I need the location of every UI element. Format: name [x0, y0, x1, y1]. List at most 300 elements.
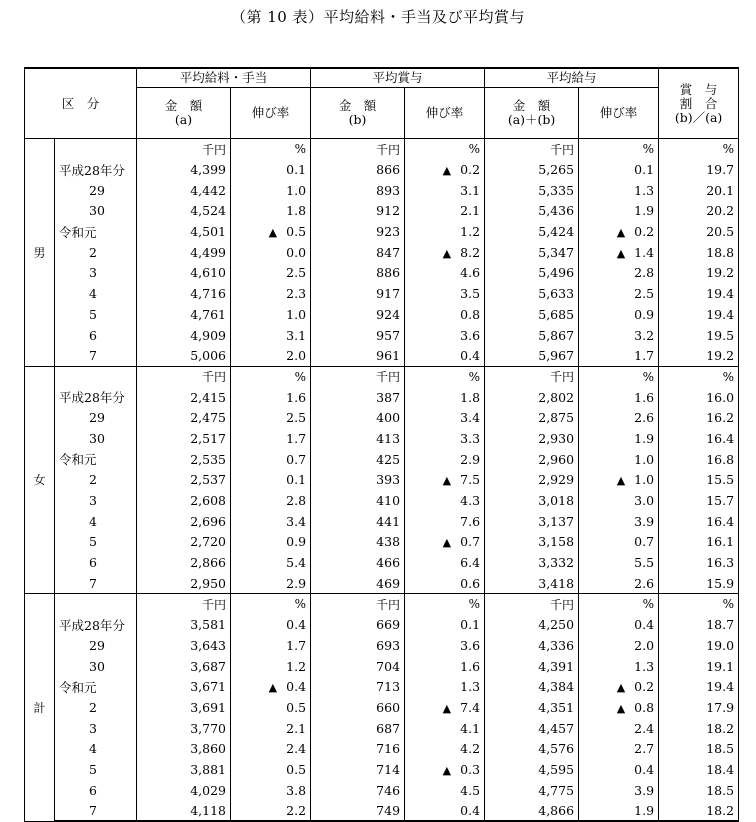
amount-cell: 5,335: [485, 180, 579, 201]
year-label: 2: [55, 697, 137, 718]
growth-cell: [579, 283, 659, 304]
ratio-cell: 16.8: [659, 449, 739, 470]
growth-value: 2.7: [634, 741, 655, 757]
growth-value: 7.4: [460, 699, 481, 715]
amount-cell: 746: [311, 780, 405, 801]
growth-cell: [405, 449, 485, 470]
amount-cell: 5,967: [485, 345, 579, 366]
growth-cell: [579, 304, 659, 325]
growth-cell: [405, 325, 485, 346]
unit-cell: 千円: [137, 594, 231, 615]
year-label: 4: [55, 283, 137, 304]
amount-cell: 3,881: [137, 759, 231, 780]
growth-value: 1.9: [634, 430, 655, 446]
growth-value: 2.4: [286, 741, 307, 757]
ratio-cell: 17.9: [659, 697, 739, 718]
year-label: 29: [55, 180, 137, 201]
growth-value: 1.4: [634, 244, 655, 260]
growth-value: 4.6: [460, 265, 481, 281]
total-growth-header: 伸び率: [579, 88, 659, 139]
growth-cell: [231, 490, 311, 511]
growth-value: 2.1: [286, 720, 307, 736]
growth-value: 0.2: [634, 679, 655, 695]
table-row: [25, 159, 739, 180]
growth-value: 0.4: [634, 761, 655, 777]
salary-bonus-table: [24, 67, 739, 822]
growth-value: 0.7: [634, 534, 655, 550]
bonus-group-header: 平均賞与: [311, 68, 485, 88]
growth-value: 2.5: [286, 410, 307, 426]
amount-cell: 3,137: [485, 511, 579, 532]
amount-cell: 961: [311, 345, 405, 366]
amount-cell: 669: [311, 614, 405, 635]
negative-marker-icon: ▲: [442, 474, 452, 488]
year-label: 2: [55, 470, 137, 491]
table-row: [25, 759, 739, 780]
growth-value: 1.9: [634, 203, 655, 219]
growth-cell: [579, 532, 659, 553]
growth-cell: [405, 676, 485, 697]
table-row: [25, 180, 739, 201]
negative-marker-icon: ▲: [442, 536, 452, 550]
unit-cell: 千円: [137, 139, 231, 160]
growth-value: 5.4: [286, 555, 307, 571]
amount-cell: 4,118: [137, 801, 231, 822]
growth-cell: [579, 407, 659, 428]
negative-marker-icon: ▲: [442, 164, 452, 178]
amount-cell: 413: [311, 428, 405, 449]
growth-cell: [579, 180, 659, 201]
amount-cell: 4,391: [485, 656, 579, 677]
growth-cell: [405, 656, 485, 677]
amount-cell: 2,415: [137, 387, 231, 408]
growth-cell: [231, 345, 311, 366]
amount-cell: 2,875: [485, 407, 579, 428]
year-label: 2: [55, 242, 137, 263]
growth-value: 0.1: [634, 162, 655, 178]
amount-cell: 410: [311, 490, 405, 511]
year-label: 3: [55, 263, 137, 284]
group-label: 男: [25, 139, 55, 367]
amount-cell: 3,860: [137, 738, 231, 759]
growth-value: 1.8: [460, 389, 481, 405]
growth-cell: [231, 449, 311, 470]
growth-cell: [405, 490, 485, 511]
ratio-cell: 19.2: [659, 263, 739, 284]
growth-value: 0.8: [460, 306, 481, 322]
unit-cell: 千円: [311, 594, 405, 615]
amount-cell: 660: [311, 697, 405, 718]
growth-cell: [405, 780, 485, 801]
amount-cell: 4,610: [137, 263, 231, 284]
growth-cell: [405, 159, 485, 180]
amount-cell: 5,265: [485, 159, 579, 180]
year-label: 30: [55, 201, 137, 222]
bonus-amount-header-line2: (b): [348, 112, 367, 127]
amount-cell: 2,537: [137, 470, 231, 491]
bonus-growth-header: 伸び率: [405, 88, 485, 139]
unit-blank: [55, 366, 137, 387]
ratio-cell: 16.3: [659, 552, 739, 573]
ratio-cell: 19.7: [659, 159, 739, 180]
growth-cell: [579, 201, 659, 222]
negative-marker-icon: ▲: [442, 246, 452, 260]
amount-cell: 3,581: [137, 614, 231, 635]
amount-cell: 893: [311, 180, 405, 201]
ratio-cell: 16.2: [659, 407, 739, 428]
growth-value: 2.5: [286, 265, 307, 281]
amount-cell: 2,608: [137, 490, 231, 511]
amount-cell: 4,399: [137, 159, 231, 180]
table-row: [25, 614, 739, 635]
growth-value: 2.5: [634, 286, 655, 302]
growth-cell: [405, 635, 485, 656]
growth-cell: [405, 552, 485, 573]
growth-cell: [231, 532, 311, 553]
growth-cell: [579, 345, 659, 366]
growth-cell: [405, 759, 485, 780]
amount-cell: 4,351: [485, 697, 579, 718]
growth-value: 4.2: [460, 741, 481, 757]
growth-value: 1.8: [286, 203, 307, 219]
growth-value: 1.0: [634, 472, 655, 488]
table-row: [25, 325, 739, 346]
negative-marker-icon: ▲: [616, 681, 626, 695]
growth-value: 2.8: [286, 493, 307, 509]
table-row: [25, 221, 739, 242]
year-label: 6: [55, 780, 137, 801]
growth-cell: [231, 407, 311, 428]
growth-cell: [405, 428, 485, 449]
growth-value: 5.5: [634, 555, 655, 571]
growth-cell: [231, 283, 311, 304]
amount-cell: 886: [311, 263, 405, 284]
growth-value: 1.7: [286, 637, 307, 653]
growth-cell: [579, 573, 659, 594]
year-label: 29: [55, 407, 137, 428]
growth-cell: [231, 159, 311, 180]
growth-cell: [231, 614, 311, 635]
growth-value: 1.7: [286, 430, 307, 446]
ratio-cell: 16.1: [659, 532, 739, 553]
amount-cell: 3,158: [485, 532, 579, 553]
growth-value: 7.6: [460, 513, 481, 529]
growth-cell: [405, 532, 485, 553]
growth-value: 1.6: [634, 389, 655, 405]
amount-cell: 4,524: [137, 201, 231, 222]
amount-cell: 5,867: [485, 325, 579, 346]
growth-value: 0.5: [286, 699, 307, 715]
table-row: [25, 532, 739, 553]
amount-cell: 4,336: [485, 635, 579, 656]
growth-cell: [579, 242, 659, 263]
unit-cell: %: [231, 594, 311, 615]
growth-value: 3.3: [460, 430, 481, 446]
amount-cell: 438: [311, 532, 405, 553]
unit-cell: %: [579, 594, 659, 615]
growth-value: 1.6: [460, 658, 481, 674]
growth-value: 3.2: [634, 327, 655, 343]
year-label: 4: [55, 738, 137, 759]
year-label: 平成28年分: [55, 387, 137, 408]
unit-blank: [55, 139, 137, 160]
table-row: [25, 470, 739, 491]
group-label: 計: [25, 594, 55, 822]
amount-cell: 5,424: [485, 221, 579, 242]
amount-cell: 847: [311, 242, 405, 263]
growth-value: 2.0: [286, 347, 307, 363]
unit-cell: %: [579, 366, 659, 387]
ratio-cell: 18.2: [659, 718, 739, 739]
growth-value: 3.1: [460, 182, 481, 198]
amount-cell: 441: [311, 511, 405, 532]
ratio-cell: 18.7: [659, 614, 739, 635]
growth-value: 3.4: [460, 410, 481, 426]
growth-value: 1.7: [634, 347, 655, 363]
growth-value: 3.9: [634, 513, 655, 529]
growth-cell: [579, 718, 659, 739]
year-label: 6: [55, 552, 137, 573]
total-amount-header-line2: (a)＋(b): [507, 112, 556, 127]
growth-value: 0.4: [634, 617, 655, 633]
table-row: [25, 738, 739, 759]
table-row: [25, 697, 739, 718]
growth-cell: [405, 614, 485, 635]
growth-cell: [231, 304, 311, 325]
unit-row: [25, 366, 739, 387]
table-row: [25, 552, 739, 573]
year-label: 平成28年分: [55, 614, 137, 635]
growth-value: 3.0: [634, 493, 655, 509]
growth-cell: [579, 428, 659, 449]
unit-cell: %: [231, 139, 311, 160]
table-row: [25, 490, 739, 511]
growth-cell: [405, 697, 485, 718]
year-label: 7: [55, 345, 137, 366]
table-row: [25, 635, 739, 656]
growth-cell: [405, 470, 485, 491]
bonus-amount-header: [311, 88, 405, 139]
amount-cell: 2,517: [137, 428, 231, 449]
year-label: 令和元: [55, 676, 137, 697]
unit-cell: %: [405, 594, 485, 615]
amount-cell: 400: [311, 407, 405, 428]
growth-cell: [579, 449, 659, 470]
amount-cell: 957: [311, 325, 405, 346]
amount-cell: 917: [311, 283, 405, 304]
growth-cell: [231, 325, 311, 346]
unit-cell: %: [405, 139, 485, 160]
year-label: 4: [55, 511, 137, 532]
amount-cell: 4,442: [137, 180, 231, 201]
amount-cell: 4,761: [137, 304, 231, 325]
ratio-cell: 20.5: [659, 221, 739, 242]
growth-value: 4.3: [460, 493, 481, 509]
ratio-cell: 15.7: [659, 490, 739, 511]
year-label: 7: [55, 801, 137, 822]
ratio-cell: 16.4: [659, 428, 739, 449]
table-row: [25, 676, 739, 697]
table-row: [25, 201, 739, 222]
growth-cell: [405, 283, 485, 304]
amount-cell: 912: [311, 201, 405, 222]
growth-value: 7.5: [460, 472, 481, 488]
ratio-cell: 19.4: [659, 283, 739, 304]
growth-value: 3.5: [460, 286, 481, 302]
growth-cell: [231, 180, 311, 201]
growth-value: 0.1: [460, 617, 481, 633]
growth-cell: [579, 697, 659, 718]
amount-cell: 693: [311, 635, 405, 656]
growth-value: 0.2: [634, 224, 655, 240]
growth-value: 2.6: [634, 575, 655, 591]
growth-value: 3.1: [286, 327, 307, 343]
year-label: 7: [55, 573, 137, 594]
growth-value: 0.6: [460, 575, 481, 591]
amount-cell: 469: [311, 573, 405, 594]
ratio-cell: 18.8: [659, 242, 739, 263]
unit-cell: %: [659, 366, 739, 387]
total-amount-header: [485, 88, 579, 139]
growth-cell: [231, 697, 311, 718]
growth-cell: [579, 801, 659, 822]
total-amount-header-line1: 金 額: [512, 98, 551, 113]
ratio-cell: 16.0: [659, 387, 739, 408]
growth-value: 4.1: [460, 720, 481, 736]
amount-cell: 866: [311, 159, 405, 180]
amount-cell: 2,866: [137, 552, 231, 573]
amount-cell: 2,696: [137, 511, 231, 532]
growth-value: 3.6: [460, 327, 481, 343]
amount-cell: 749: [311, 801, 405, 822]
amount-cell: 3,018: [485, 490, 579, 511]
growth-value: 1.6: [286, 389, 307, 405]
unit-cell: %: [659, 139, 739, 160]
growth-cell: [231, 718, 311, 739]
year-label: 30: [55, 428, 137, 449]
amount-cell: 2,720: [137, 532, 231, 553]
growth-value: 1.0: [634, 451, 655, 467]
year-label: 5: [55, 759, 137, 780]
year-label: 3: [55, 718, 137, 739]
amount-cell: 713: [311, 676, 405, 697]
category-header: 区 分: [25, 68, 137, 139]
growth-cell: [405, 511, 485, 532]
growth-cell: [579, 387, 659, 408]
amount-cell: 4,866: [485, 801, 579, 822]
growth-cell: [231, 635, 311, 656]
salary-amount-header-line2: (a): [174, 112, 193, 127]
amount-cell: 5,496: [485, 263, 579, 284]
table-row: [25, 511, 739, 532]
growth-value: 0.4: [460, 802, 481, 818]
growth-cell: [231, 511, 311, 532]
amount-cell: 4,250: [485, 614, 579, 635]
unit-cell: %: [405, 366, 485, 387]
unit-cell: 千円: [311, 366, 405, 387]
amount-cell: 5,633: [485, 283, 579, 304]
amount-cell: 387: [311, 387, 405, 408]
growth-cell: [579, 738, 659, 759]
growth-cell: [405, 221, 485, 242]
growth-value: 2.3: [286, 286, 307, 302]
growth-value: 2.9: [286, 575, 307, 591]
amount-cell: 687: [311, 718, 405, 739]
growth-cell: [231, 470, 311, 491]
amount-cell: 4,499: [137, 242, 231, 263]
year-label: 令和元: [55, 221, 137, 242]
ratio-cell: 15.5: [659, 470, 739, 491]
table-row: [25, 407, 739, 428]
table-row: [25, 718, 739, 739]
growth-cell: [579, 263, 659, 284]
growth-value: 1.2: [286, 658, 307, 674]
growth-cell: [231, 573, 311, 594]
growth-value: 0.0: [286, 244, 307, 260]
growth-cell: [579, 511, 659, 532]
amount-cell: 4,457: [485, 718, 579, 739]
growth-value: 0.7: [286, 451, 307, 467]
amount-cell: 4,501: [137, 221, 231, 242]
year-label: 3: [55, 490, 137, 511]
growth-value: 0.5: [286, 224, 307, 240]
amount-cell: 4,909: [137, 325, 231, 346]
ratio-cell: 15.9: [659, 573, 739, 594]
growth-cell: [405, 718, 485, 739]
unit-row: [25, 139, 739, 160]
growth-cell: [579, 656, 659, 677]
amount-cell: 5,347: [485, 242, 579, 263]
unit-cell: 千円: [485, 594, 579, 615]
ratio-cell: 19.5: [659, 325, 739, 346]
growth-value: 2.1: [460, 203, 481, 219]
amount-cell: 3,770: [137, 718, 231, 739]
ratio-cell: 20.2: [659, 201, 739, 222]
growth-value: 4.5: [460, 782, 481, 798]
total-group-header: 平均給与: [485, 68, 659, 88]
growth-cell: [405, 180, 485, 201]
amount-cell: 2,950: [137, 573, 231, 594]
growth-value: 3.8: [286, 782, 307, 798]
growth-value: 1.9: [634, 802, 655, 818]
growth-value: 1.0: [286, 182, 307, 198]
unit-cell: %: [231, 366, 311, 387]
amount-cell: 2,960: [485, 449, 579, 470]
table-row: [25, 242, 739, 263]
unit-cell: 千円: [311, 139, 405, 160]
page-title: （第 10 表）平均給料・手当及び平均賞与: [230, 8, 526, 26]
ratio-cell: 19.0: [659, 635, 739, 656]
growth-cell: [405, 738, 485, 759]
growth-cell: [231, 242, 311, 263]
growth-value: 1.3: [460, 679, 481, 695]
amount-cell: 2,535: [137, 449, 231, 470]
growth-cell: [231, 656, 311, 677]
growth-cell: [231, 801, 311, 822]
table-row: [25, 428, 739, 449]
amount-cell: 5,006: [137, 345, 231, 366]
amount-cell: 3,671: [137, 676, 231, 697]
ratio-header-line3: (b)／(a): [674, 109, 723, 125]
growth-cell: [405, 801, 485, 822]
growth-cell: [231, 387, 311, 408]
ratio-header: [659, 68, 739, 139]
growth-cell: [579, 552, 659, 573]
growth-value: 1.3: [634, 658, 655, 674]
amount-cell: 923: [311, 221, 405, 242]
growth-cell: [231, 759, 311, 780]
unit-cell: 千円: [485, 366, 579, 387]
